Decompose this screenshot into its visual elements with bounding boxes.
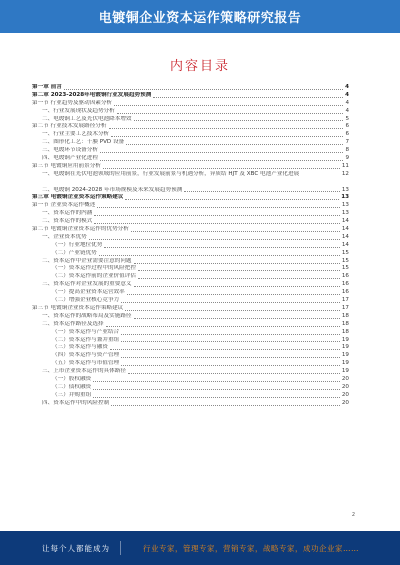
- toc-entry-page: 13: [341, 202, 349, 209]
- toc-entry[interactable]: [32, 92, 349, 100]
- toc-entry-title: 四、电镀铜产业化进程: [42, 155, 98, 161]
- toc-entry[interactable]: [32, 297, 349, 305]
- toc-entry-page: 4: [345, 91, 349, 98]
- toc-leader-dots: [127, 294, 340, 295]
- toc-leader-dots: [94, 223, 340, 224]
- toc-entry[interactable]: [32, 360, 349, 368]
- toc-leader-dots: [106, 326, 340, 327]
- toc-leader-dots: [184, 191, 340, 192]
- toc-entry[interactable]: [32, 234, 349, 242]
- toc-entry[interactable]: [32, 139, 349, 147]
- toc-entry[interactable]: [32, 384, 349, 392]
- toc-entry[interactable]: [32, 289, 349, 297]
- toc-leader-dots: [134, 318, 340, 319]
- toc-entry-page: 18: [341, 312, 349, 319]
- toc-entry[interactable]: [32, 344, 349, 352]
- toc-entry-title: 二、资本运作路径及选择: [42, 320, 104, 327]
- page-number: 2: [351, 512, 355, 518]
- toc-entry[interactable]: [32, 273, 349, 281]
- toc-leader-dots: [89, 239, 340, 240]
- toc-entry[interactable]: [32, 305, 349, 313]
- toc-entry-title: 二、电镀铜 2024-2028 年市场规模及未来发展趋势预测: [42, 186, 183, 193]
- toc-entry-page: 12: [341, 170, 349, 177]
- toc-entry-page: 14: [341, 241, 349, 248]
- toc-entry[interactable]: [32, 329, 349, 337]
- toc-entry-page: 14: [341, 226, 349, 233]
- toc-entry-title: 三、资本运作对企业发展的重要意义: [42, 281, 132, 288]
- toc-entry[interactable]: [32, 123, 349, 131]
- toc-entry-page: 19: [341, 344, 349, 351]
- toc-entry-page: 7: [345, 139, 349, 146]
- toc-leader-dots: [117, 113, 344, 114]
- toc-leader-dots: [153, 97, 343, 98]
- toc-entry-title: （三）资本运作与融资: [52, 344, 108, 351]
- toc-leader-dots: [104, 247, 340, 248]
- toc-leader-dots: [93, 381, 340, 382]
- footer-tagline: 行业专家，管理专家，营销专家，战略专家，成功企业家……: [143, 543, 359, 553]
- toc-entry-title: 一、企业资本优势: [42, 233, 87, 240]
- toc-entry-title: （一）股权融资: [52, 375, 92, 382]
- toc-entry[interactable]: [32, 171, 349, 187]
- toc-leader-dots: [93, 389, 340, 390]
- toc-entry[interactable]: [32, 266, 349, 274]
- toc-entry[interactable]: [32, 116, 349, 124]
- toc-entry-title: （二）资本运作前的企业价值评估: [52, 273, 136, 280]
- toc-entry-title: 第一节 行业趋势及驱动因素分析: [32, 99, 113, 106]
- toc-entry-page: 15: [341, 265, 349, 272]
- toc-leader-dots: [109, 128, 344, 129]
- toc-entry-page: 19: [341, 368, 349, 375]
- toc-entry-title: 三、上市企业资本运作的具体路径: [42, 368, 126, 375]
- toc-entry-page: 6: [345, 123, 349, 130]
- toc-entry-page: 19: [341, 336, 349, 343]
- toc-leader-dots: [100, 160, 343, 161]
- toc-leader-dots: [134, 263, 340, 264]
- toc-entry-title: 第二节 行业技术发展路径分析: [32, 123, 107, 130]
- toc-leader-dots: [121, 357, 340, 358]
- toc-entry-title: （二）增强企业核心竞争力: [52, 297, 120, 304]
- toc-leader-dots: [121, 341, 340, 342]
- toc-entry-title: 一、电镀铜在光伏电池领域的应用前景，行业发展前景与机遇分析，异质结 HJT 及 XBC 电池产业化进展: [42, 170, 300, 177]
- toc-entry[interactable]: [32, 187, 349, 195]
- toc-entry-page: 20: [341, 383, 349, 390]
- toc-entry-title: 二、电镀铜工艺及光伏电池降本增效: [42, 115, 132, 122]
- toc-entry[interactable]: [32, 210, 349, 218]
- toc-leader-dots: [93, 397, 340, 398]
- toc-entry-page: 13: [341, 210, 349, 217]
- toc-entry[interactable]: [32, 163, 349, 171]
- toc-entry[interactable]: [32, 281, 349, 289]
- toc-entry-title: （三）并购重组: [52, 391, 92, 398]
- toc-entry-page: 5: [345, 115, 349, 122]
- toc-leader-dots: [138, 270, 340, 271]
- toc-leader-dots: [128, 373, 340, 374]
- toc-entry-page: 4: [345, 84, 349, 90]
- toc-entry-page: 16: [341, 289, 349, 296]
- toc-entry-page: 16: [341, 281, 349, 288]
- toc-entry-page: 6: [345, 131, 349, 138]
- toc-entry-page: 18: [341, 328, 349, 335]
- toc-entry-page: 20: [341, 399, 349, 406]
- toc-entry-title: （四）资本运作与资产管理: [52, 352, 120, 359]
- toc-leader-dots: [134, 120, 344, 121]
- toc-entry-page: 17: [341, 297, 349, 304]
- toc-entry-title: 一、行业发展现状及趋势分析: [42, 107, 115, 114]
- toc-entry-title: 第二章 2023-2028年电镀铜行业发展趋势预测: [32, 91, 152, 98]
- toc-entry[interactable]: [32, 400, 349, 408]
- toc-entry[interactable]: [32, 250, 349, 258]
- toc-entry-page: 20: [341, 375, 349, 382]
- toc-entry-page: 20: [341, 391, 349, 398]
- toc-entry-title: 第三章 电镀铜企业资本运作策略建议: [32, 194, 124, 201]
- toc-entry-title: 四、资本运作中的风险控制: [42, 399, 110, 406]
- toc-leader-dots: [111, 405, 340, 406]
- toc-entry[interactable]: [32, 108, 349, 116]
- toc-entry[interactable]: [32, 321, 349, 329]
- toc-leader-dots: [99, 255, 340, 256]
- toc-entry-page: 11: [341, 162, 349, 169]
- toc-entry-title: 二、图形化工艺：干膜 PVD 设备: [42, 139, 125, 146]
- toc-entry-page: 19: [341, 360, 349, 367]
- toc-entry-title: 第三节 电镀铜企业资本运作策略建议: [32, 304, 124, 311]
- toc-entry-title: 二、资本运作中企业需要注意的问题: [42, 257, 132, 264]
- toc-entry-page: 17: [341, 304, 349, 311]
- toc-leader-dots: [126, 144, 343, 145]
- toc-leader-dots: [121, 334, 340, 335]
- toc-leader-dots: [111, 136, 343, 137]
- toc-entry[interactable]: [32, 258, 349, 266]
- toc-entry-title: （五）资本运作与市值管理: [52, 360, 120, 367]
- toc-entry-title: （二）资本运作与兼并重组: [52, 336, 120, 343]
- toc-entry-title: （二）产业链优势: [52, 249, 97, 256]
- toc-entry-title: （一）资本运作与产业结合: [52, 328, 120, 335]
- toc-entry-title: 第一章 前言: [32, 84, 62, 90]
- toc-entry-title: （一）提高企业资本运营效率: [52, 289, 125, 296]
- toc-leader-dots: [138, 278, 340, 279]
- toc-entry[interactable]: [32, 226, 349, 234]
- toc-entry-title: 第三节 电镀铜应用前景分析: [32, 162, 101, 169]
- report-title: 电镀铜企业资本运作策略研究报告: [98, 11, 302, 26]
- toc-entry-title: 一、资本运作的战略布局及实施路径: [42, 312, 132, 319]
- toc-leader-dots: [110, 349, 340, 350]
- toc-entry-page: 4: [345, 107, 349, 114]
- table-of-contents: [32, 84, 349, 526]
- toc-entry[interactable]: [32, 368, 349, 376]
- footer-slogan: 让每个人都能成为: [42, 543, 110, 553]
- toc-entry-title: 一、资本运作的内涵: [42, 210, 93, 217]
- toc-leader-dots: [125, 199, 339, 200]
- toc-entry-title: 一、行业主要工艺技术分析: [42, 131, 110, 138]
- toc-leader-dots: [125, 310, 340, 311]
- toc-entry-page: 19: [341, 352, 349, 359]
- toc-entry[interactable]: [32, 155, 349, 163]
- toc-entry-title: 二、资本运作的模式: [42, 218, 93, 225]
- toc-entry-title: （一）资本运作过程中的风险把控: [52, 265, 136, 272]
- toc-leader-dots: [100, 152, 343, 153]
- toc-entry[interactable]: [32, 218, 349, 226]
- toc-entry-page: 14: [341, 218, 349, 225]
- toc-entry-page: 13: [341, 186, 349, 193]
- toc-entry[interactable]: [32, 352, 349, 360]
- toc-entry[interactable]: [32, 194, 349, 202]
- toc-entry[interactable]: [32, 392, 349, 400]
- toc-entry[interactable]: [32, 313, 349, 321]
- toc-leader-dots: [121, 365, 340, 366]
- footer-divider: [120, 541, 121, 555]
- toc-entry-title: （二）债权融资: [52, 383, 92, 390]
- toc-entry[interactable]: [32, 147, 349, 155]
- toc-leader-dots: [94, 215, 340, 216]
- toc-entry-title: 三、电镀环节设备分析: [42, 147, 98, 154]
- toc-entry-title: 第一节 企业资本运作概述: [32, 202, 96, 209]
- toc-leader-dots: [64, 89, 343, 90]
- toc-entry[interactable]: [32, 242, 349, 250]
- toc-leader-dots: [121, 302, 340, 303]
- toc-leader-dots: [114, 105, 343, 106]
- header-bar: [0, 0, 400, 33]
- toc-entry[interactable]: [32, 84, 349, 92]
- toc-entry-page: 16: [341, 273, 349, 280]
- toc-entry[interactable]: [32, 131, 349, 139]
- toc-entry-page: 15: [341, 257, 349, 264]
- footer-bar: [0, 531, 400, 565]
- toc-entry-page: 4: [345, 99, 349, 106]
- toc-leader-dots: [97, 207, 340, 208]
- toc-entry[interactable]: [32, 337, 349, 345]
- toc-entry[interactable]: [32, 100, 349, 108]
- toc-entry[interactable]: [32, 202, 349, 210]
- toc-leader-dots: [134, 286, 340, 287]
- toc-leader-dots: [131, 231, 340, 232]
- toc-entry-title: 第二节 电镀铜企业资本运作的优势分析: [32, 226, 129, 233]
- toc-entry-page: 13: [341, 194, 349, 201]
- toc-entry-page: 14: [341, 233, 349, 240]
- toc-entry[interactable]: [32, 376, 349, 384]
- toc-entry-title: （一）行业地位优势: [52, 241, 103, 248]
- toc-entry-page: 15: [341, 249, 349, 256]
- toc-leader-dots: [103, 168, 340, 169]
- toc-entry-page: 9: [345, 155, 349, 161]
- toc-heading: 内容目录: [169, 59, 230, 74]
- toc-entry-page: 18: [341, 320, 349, 327]
- toc-entry-page: 8: [345, 147, 349, 154]
